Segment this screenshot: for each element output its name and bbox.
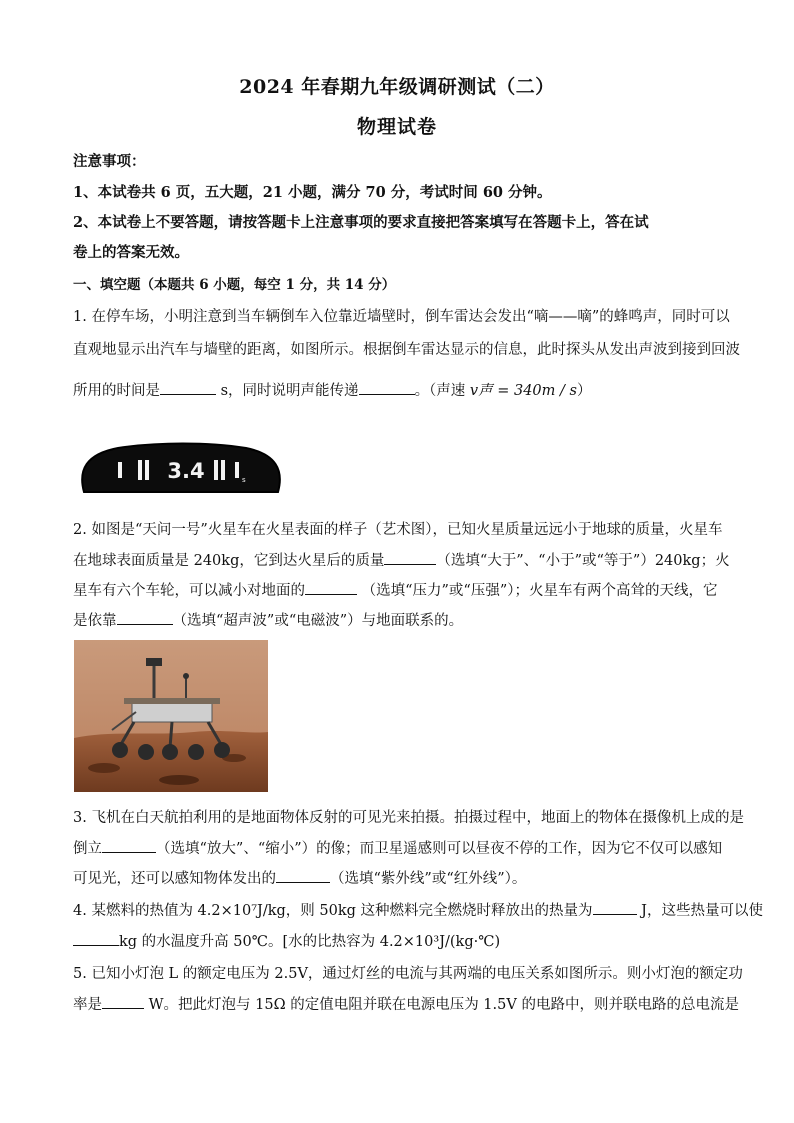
notice-heading: 注意事项： xyxy=(73,153,146,170)
q4-text-c: kg 的水温度升高 50℃。[水的比热容为 4.2×10³J/(kg·℃) xyxy=(119,934,501,950)
q4-line-1 xyxy=(73,900,763,921)
q2-line-2 xyxy=(73,550,733,571)
answer-blank xyxy=(73,931,119,946)
q2-text-d: （选填“压力”或“压强”）；火星车有两个高耸的天线，它 xyxy=(357,583,718,599)
q3-line-1: 3. 飞机在白天航拍利用的是地面物体反射的可见光来拍摄。拍摄过程中，地面上的物体在摄像机上成的是 xyxy=(73,810,744,826)
q2-text-b: （选填“大于”、“小于”或“等于”）240kg；火 xyxy=(436,553,730,569)
q1-text-b: s，同时说明声能传递 xyxy=(216,383,359,399)
answer-blank xyxy=(384,550,436,565)
answer-blank xyxy=(117,610,173,625)
notice-item-2-cont: 卷上的答案无效。 xyxy=(73,244,189,261)
q1-line-2: 直观地显示出汽车与墙壁的距离，如图所示。根据倒车雷达显示的信息，此时探头从发出声波到接到回波 xyxy=(73,342,740,358)
notice-item-2: 2、本试卷上不要答题，请按答题卡上注意事项的要求直接把答案填写在答题卡上，答在试 xyxy=(73,214,649,231)
q3-text-a: 倒立 xyxy=(73,841,102,857)
q1-text-d: ） xyxy=(576,383,592,399)
q5-line-1: 5. 已知小灯泡 L 的额定电压为 2.5V，通过灯丝的电流与其两端的电压关系如图所示。则小灯泡的额定功 xyxy=(73,966,743,982)
q4-line-2 xyxy=(73,931,733,952)
answer-blank xyxy=(102,994,144,1009)
q2-line-4 xyxy=(73,610,733,631)
q1-text-c: 。（声速 xyxy=(414,383,470,399)
q5-line-2 xyxy=(73,994,739,1015)
q4-text-b: J，这些热量可以使 xyxy=(636,903,763,919)
q1-text-a: 所用的时间是 xyxy=(73,383,160,399)
q2-text-a: 在地球表面质量是 240kg，它到达火星后的质量 xyxy=(73,553,385,569)
q2-line-3 xyxy=(73,580,733,601)
q5-text-b: W。把此灯泡与 15Ω 的定值电阻并联在电源电压为 1.5V 的电路中，则并联电路的总电流是 xyxy=(144,997,739,1013)
q4-text-a: 4. 某燃料的热值为 4.2×10⁷J/kg，则 50kg 这种燃料完全燃烧时释放出的热量为 xyxy=(73,903,593,919)
mars-rover-illustration xyxy=(74,640,268,792)
q3-line-3 xyxy=(73,868,733,889)
exam-subject: 物理试卷 xyxy=(356,116,437,138)
radar-unit: s xyxy=(242,476,246,484)
answer-blank xyxy=(276,868,330,883)
answer-blank xyxy=(160,380,216,395)
section-heading: 一、填空题（本题共 6 小题，每空 1 分，共 14 分） xyxy=(73,277,396,293)
answer-blank xyxy=(102,838,156,853)
q3-text-d: （选填“紫外线”或“红外线”）。 xyxy=(330,871,527,887)
sound-speed-formula: v声 = 340m / s xyxy=(469,383,577,399)
q2-text-e: 是依靠 xyxy=(73,613,117,629)
answer-blank xyxy=(593,900,637,915)
radar-reading: 3.4 xyxy=(167,459,205,483)
q3-line-2 xyxy=(73,838,733,859)
answer-blank xyxy=(305,580,357,595)
q5-text-a: 率是 xyxy=(73,997,102,1013)
q2-text-c: 星车有六个车轮，可以减小对地面的 xyxy=(73,583,305,599)
parking-radar-display xyxy=(78,440,284,498)
q1-line-3 xyxy=(73,380,733,401)
q3-text-c: 可见光，还可以感知物体发出的 xyxy=(73,871,276,887)
notice-item-1: 1、本试卷共 6 页，五大题，21 小题，满分 70 分，考试时间 60 分钟。 xyxy=(73,184,552,201)
answer-blank xyxy=(359,380,415,395)
q2-text-f: （选填“超声波”或“电磁波”）与地面联系的。 xyxy=(172,613,464,629)
q2-line-1: 2. 如图是“天问一号”火星车在火星表面的样子（艺术图），已知火星质量远远小于地球的质量，火星车 xyxy=(73,522,723,538)
exam-title: 2024 年春期九年级调研测试（二） xyxy=(239,76,555,98)
q1-line-1: 1. 在停车场，小明注意到当车辆倒车入位靠近墙壁时，倒车雷达会发出“嘀——嘀”的蜂鸣声，同时可以 xyxy=(73,309,730,325)
q3-text-b: （选填“放大”、“缩小”）的像；而卫星遥感则可以昼夜不停的工作，因为它不仅可以感知 xyxy=(156,841,723,857)
